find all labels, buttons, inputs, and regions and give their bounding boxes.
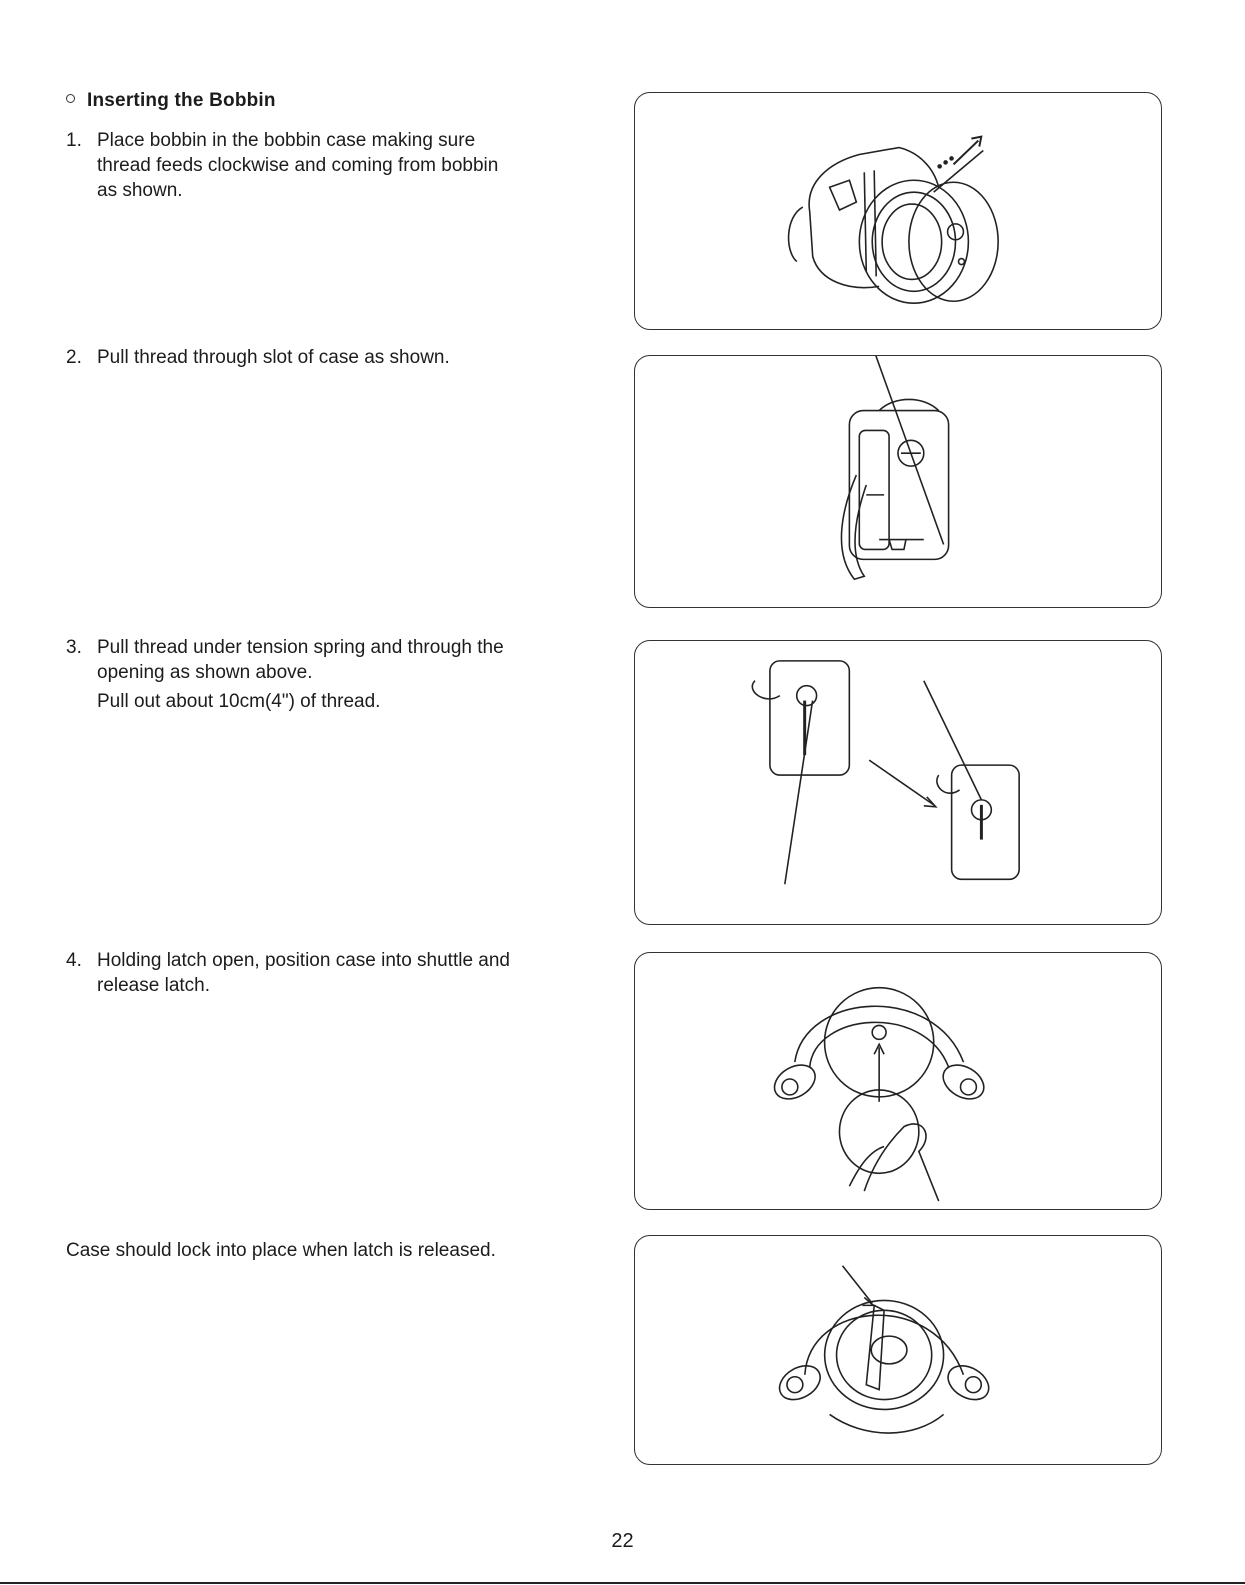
- section-heading-text: Inserting the Bobbin: [87, 90, 276, 111]
- step-number: 2.: [66, 347, 82, 368]
- page-number: 22: [611, 1530, 634, 1552]
- shuttle-insert-illustration: [635, 953, 1161, 1209]
- step-4: [66, 948, 596, 998]
- tension-spring-illustration: [635, 641, 1161, 924]
- step-line: as shown.: [97, 180, 183, 201]
- bullet-icon: [66, 94, 75, 103]
- bobbin-case-illustration: [635, 93, 1161, 329]
- figure-thread-through-slot: [634, 355, 1162, 608]
- figure-locked-case: [634, 1235, 1162, 1465]
- step-3: [66, 635, 596, 714]
- step-number: 4.: [66, 950, 82, 971]
- figure-tension-spring: [634, 640, 1162, 925]
- step-line: Place bobbin in the bobbin case making sure: [97, 130, 476, 151]
- locked-shuttle-illustration: [635, 1236, 1161, 1464]
- step-number: 3.: [66, 637, 82, 658]
- lock-note: Case should lock into place when latch is released.: [66, 1240, 496, 1261]
- step-line: release latch.: [97, 975, 211, 996]
- footer-rule: [0, 1582, 1245, 1584]
- figure-position-case: [634, 952, 1162, 1210]
- step-line: Pull thread through slot of case as shown.: [97, 347, 450, 368]
- step-number: 1.: [66, 130, 82, 151]
- step-1: [66, 128, 596, 203]
- step-extra-line: Pull out about 10cm(4") of thread.: [97, 691, 381, 712]
- step-line: Holding latch open, position case into shuttle and: [97, 950, 510, 971]
- bobbin-case-slot-illustration: [635, 356, 1161, 607]
- section-heading: [66, 90, 276, 112]
- step-line: Pull thread under tension spring and through the: [97, 637, 504, 658]
- step-2: [66, 345, 596, 370]
- figure-bobbin-in-case: [634, 92, 1162, 330]
- step-line: opening as shown above.: [97, 662, 313, 683]
- step-line: thread feeds clockwise and coming from bobbin: [97, 155, 499, 176]
